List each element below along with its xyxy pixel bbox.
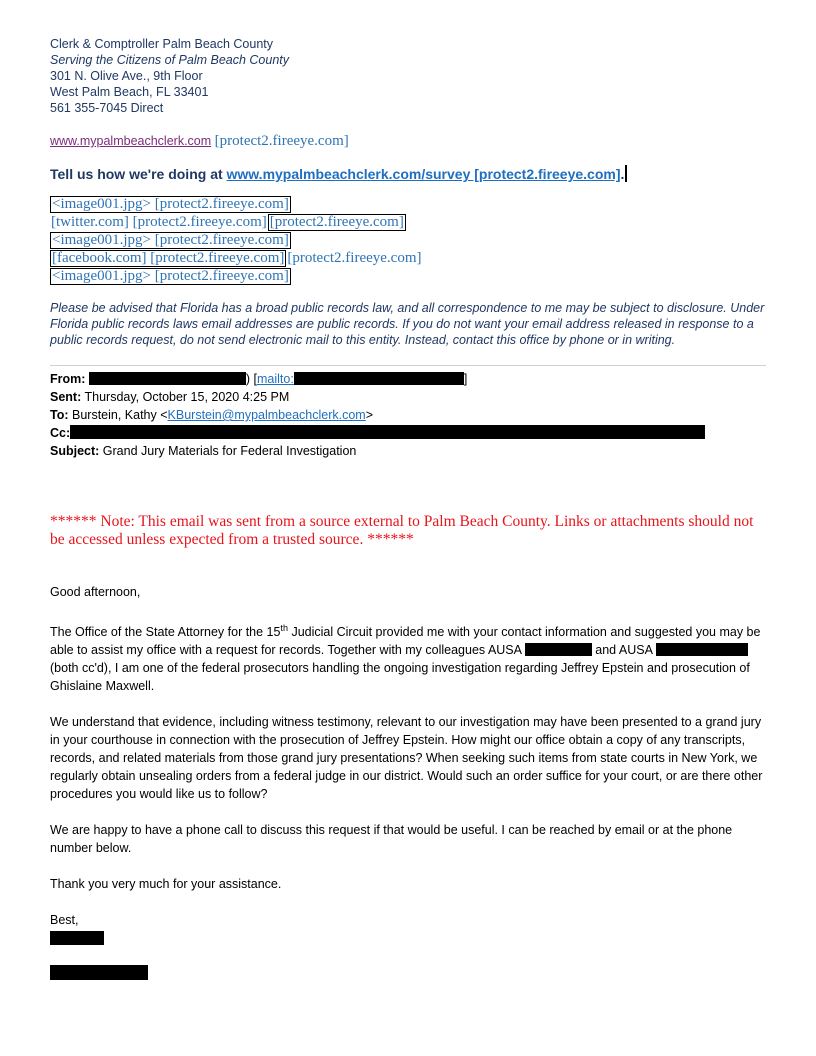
subject-label: Subject: xyxy=(50,444,100,458)
image-link-1[interactable]: <image001.jpg> [protect2.fireeye.com] xyxy=(52,196,289,212)
redaction-block xyxy=(89,372,246,385)
cc-label: Cc: xyxy=(50,426,71,440)
subject-row xyxy=(50,442,770,460)
paragraph-2: We understand that evidence, including witness testimony, relevant to our investigation may have been presented to a grand jury in your courthouse in connection with the prosecution of Jeffrey Epstein. How might our office obtain a copy of any transcripts, records, and related materials from those grand jury presentations? When seeking such items from state courts in New York, we regularly obtain unsealing orders from a federal judge in our district. Would such an order suffice for your court, or are there other procedures you would like us to follow? xyxy=(50,715,763,802)
header-divider xyxy=(50,365,766,366)
from-label: From: xyxy=(50,372,86,386)
p1-text-d: (both cc'd), I am one of the federal prosecutors handling the ongoing investigation regarding Jeffrey Epstein and prosecution of Ghislaine Maxwell. xyxy=(50,661,750,694)
text-cursor xyxy=(625,165,627,182)
to-name: Burstein, Kathy < xyxy=(68,408,168,422)
website-protect-link[interactable]: [protect2.fireeye.com] xyxy=(214,133,349,149)
facebook-protect-link[interactable]: [protect2.fireeye.com] xyxy=(287,250,422,266)
mailto-open: ) [ xyxy=(245,372,258,386)
signature-redaction xyxy=(50,931,104,945)
image-link-3[interactable]: <image001.jpg> [protect2.fireeye.com] xyxy=(52,268,289,284)
p1-superscript: th xyxy=(280,623,288,633)
paragraph-3: We are happy to have a phone call to discuss this request if that would be useful. I can be reached by email or at the phone number below. xyxy=(50,823,733,856)
to-row xyxy=(50,406,770,424)
greeting: Good afternoon, xyxy=(50,585,141,599)
redaction-block xyxy=(294,372,464,385)
cc-row xyxy=(50,424,770,442)
email-document xyxy=(50,36,770,980)
redaction-block xyxy=(656,643,748,656)
to-close: > xyxy=(365,408,374,422)
redaction-block xyxy=(525,643,592,656)
paragraph-4: Thank you very much for your assistance. xyxy=(50,877,282,892)
p1-text-b: Judicial Circuit provided me with your contact information and suggested you may be able to assist my office with a request for records. Together with my colleagues AUSA xyxy=(50,625,761,658)
to-label: To: xyxy=(50,408,69,422)
to-email-link[interactable]: KBurstein@mypalmbeachclerk.com xyxy=(167,408,366,422)
closing: Best, xyxy=(50,913,79,928)
signature-org: Clerk & Comptroller Palm Beach County xyxy=(50,37,273,51)
subject-value: Grand Jury Materials for Federal Investigation xyxy=(99,444,357,458)
website-link[interactable]: www.mypalmbeachclerk.com xyxy=(50,134,212,148)
signature-address1: 301 N. Olive Ave., 9th Floor xyxy=(50,69,203,83)
from-row xyxy=(50,370,770,388)
survey-link[interactable]: www.mypalmbeachclerk.com/survey [protect2.fireeye.com] xyxy=(226,166,621,182)
signature-tagline: Serving the Citizens of Palm Beach County xyxy=(50,53,290,67)
sent-row xyxy=(50,388,770,406)
signature-redaction xyxy=(50,965,148,980)
twitter-link[interactable]: [twitter.com] [protect2.fireeye.com] xyxy=(51,214,267,230)
website-line xyxy=(50,133,770,149)
survey-prefix: Tell us how we're doing at xyxy=(50,166,227,182)
p1-text-c: and AUSA xyxy=(591,643,656,658)
image-link-2[interactable]: <image001.jpg> [protect2.fireeye.com] xyxy=(52,232,289,248)
sent-label: Sent: xyxy=(50,390,82,404)
twitter-protect-link[interactable]: [protect2.fireeye.com] xyxy=(269,214,404,230)
redaction-block xyxy=(70,425,705,439)
signature-address2: West Palm Beach, FL 33401 xyxy=(50,85,209,99)
paragraph-1 xyxy=(50,619,770,695)
signature-block xyxy=(50,36,770,116)
image-links xyxy=(50,195,770,285)
facebook-link[interactable]: [facebook.com] [protect2.fireeye.com] xyxy=(52,250,285,266)
survey-suffix: . xyxy=(620,166,625,182)
public-records-notice: Please be advised that Florida has a broad public records law, and all correspondence to me may be subject to disclosure. Under Florida public records laws email addresses are public records. If you do not want your email address released in response to a public records request, do not send electronic mail to this entity. Instead, contact this office by phone or in writing. xyxy=(50,301,765,347)
email-header xyxy=(50,370,770,460)
mailto-link[interactable]: mailto: xyxy=(257,372,294,386)
mailto-close: ] xyxy=(463,372,468,386)
p1-text-a: The Office of the State Attorney for the 15 xyxy=(50,625,281,640)
email-body xyxy=(50,583,770,980)
external-warning: ****** Note: This email was sent from a source external to Palm Beach County. Links or attachments should not be accessed unless expected from a trusted source. ****** xyxy=(50,513,754,548)
signature-phone: 561 355-7045 Direct xyxy=(50,101,164,115)
sent-value: Thursday, October 15, 2020 4:25 PM xyxy=(81,390,290,404)
survey-line xyxy=(50,165,770,183)
